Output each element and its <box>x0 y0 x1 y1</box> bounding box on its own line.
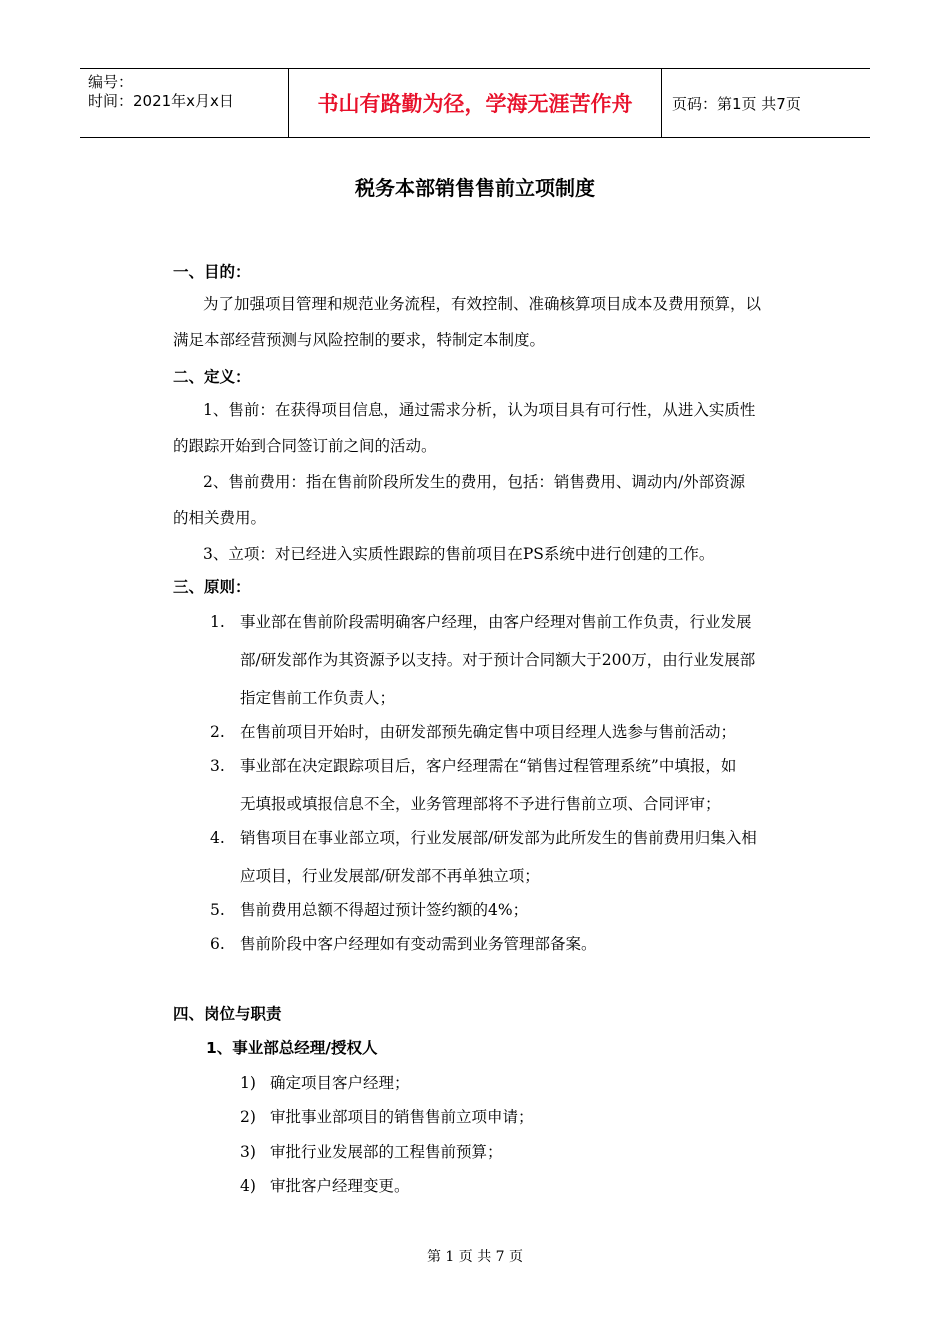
header-meta <box>80 69 288 137</box>
section-heading-definition: 二、定义： <box>173 368 251 386</box>
header-table <box>80 68 870 138</box>
definition-line: 2、售前费用：指在售前阶段所发生的费用，包括：销售费用、调动内/外部资源 <box>203 473 746 491</box>
duty-text: 审批客户经理变更。 <box>270 1177 410 1195</box>
header-motto: 书山有路勤为径，学海无涯苦作舟 <box>288 69 662 137</box>
subsection-heading: 1、事业部总经理/授权人 <box>206 1039 378 1057</box>
duty-item <box>240 1176 410 1196</box>
section-heading-purpose: 一、目的： <box>173 263 251 281</box>
list-number: 2. <box>210 723 225 741</box>
principle-item <box>210 828 757 848</box>
section-heading-roles: 四、岗位与职责 <box>173 1005 282 1023</box>
principle-item <box>210 900 528 920</box>
duty-text: 确定项目客户经理； <box>270 1074 410 1092</box>
header-page-info: 页码：第1页 共7页 <box>672 94 801 113</box>
list-line: 无填报或填报信息不全，业务管理部将不予进行售前立项、合同评审； <box>240 795 721 813</box>
definition-line: 1、售前：在获得项目信息，通过需求分析，认为项目具有可行性，从进入实质性 <box>203 401 756 419</box>
document-title: 税务本部销售售前立项制度 <box>355 176 595 200</box>
page-footer: 第 1 页 共 7 页 <box>426 1249 524 1265</box>
paragraph-line: 为了加强项目管理和规范业务流程，有效控制、准确核算项目成本及费用预算，以 <box>203 295 762 313</box>
list-line: 销售项目在事业部立项，行业发展部/研发部为此所发生的售前费用归集入相 <box>240 829 757 847</box>
principle-item <box>210 756 736 776</box>
list-line: 指定售前工作负责人； <box>240 689 396 707</box>
list-number: 3) <box>240 1143 256 1161</box>
list-number: 4. <box>210 829 225 847</box>
list-number: 1. <box>210 613 225 631</box>
duty-text: 审批事业部项目的销售售前立项申请； <box>270 1108 534 1126</box>
duty-item <box>240 1073 410 1093</box>
list-number: 6. <box>210 935 225 953</box>
principle-item <box>210 722 736 742</box>
list-line: 售前费用总额不得超过预计签约额的4%； <box>240 901 529 919</box>
definition-line: 的跟踪开始到合同签订前之间的活动。 <box>173 437 437 455</box>
definition-line: 的相关费用。 <box>173 509 267 527</box>
list-number: 3. <box>210 757 225 775</box>
duty-text: 审批行业发展部的工程售前预算； <box>270 1143 503 1161</box>
list-line: 事业部在售前阶段需明确客户经理，由客户经理对售前工作负责，行业发展 <box>240 613 752 631</box>
principle-item <box>210 934 597 954</box>
list-line: 事业部在决定跟踪项目后，客户经理需在“销售过程管理系统”中填报，如 <box>240 757 737 775</box>
paragraph-line: 满足本部经营预测与风险控制的要求，特制定本制度。 <box>173 331 546 349</box>
duty-item <box>240 1107 534 1127</box>
time-label: 时间：2021年x月x日 <box>88 92 234 110</box>
list-line: 部/研发部作为其资源予以支持。对于预计合同额大于200万，由行业发展部 <box>240 651 756 669</box>
list-number: 2) <box>240 1108 256 1126</box>
list-number: 4) <box>240 1177 256 1195</box>
list-number: 5. <box>210 901 225 919</box>
list-line: 应项目，行业发展部/研发部不再单独立项； <box>240 867 540 885</box>
duty-item <box>240 1142 503 1162</box>
principle-item <box>210 612 752 632</box>
definition-line: 3、立项：对已经进入实质性跟踪的售前项目在PS系统中进行创建的工作。 <box>203 545 715 563</box>
section-heading-principles: 三、原则： <box>173 578 251 596</box>
list-line: 在售前项目开始时，由研发部预先确定售中项目经理人选参与售前活动； <box>240 723 737 741</box>
list-number: 1) <box>240 1074 256 1092</box>
list-line: 售前阶段中客户经理如有变动需到业务管理部备案。 <box>240 935 597 953</box>
doc-number-label: 编号： <box>88 73 134 91</box>
